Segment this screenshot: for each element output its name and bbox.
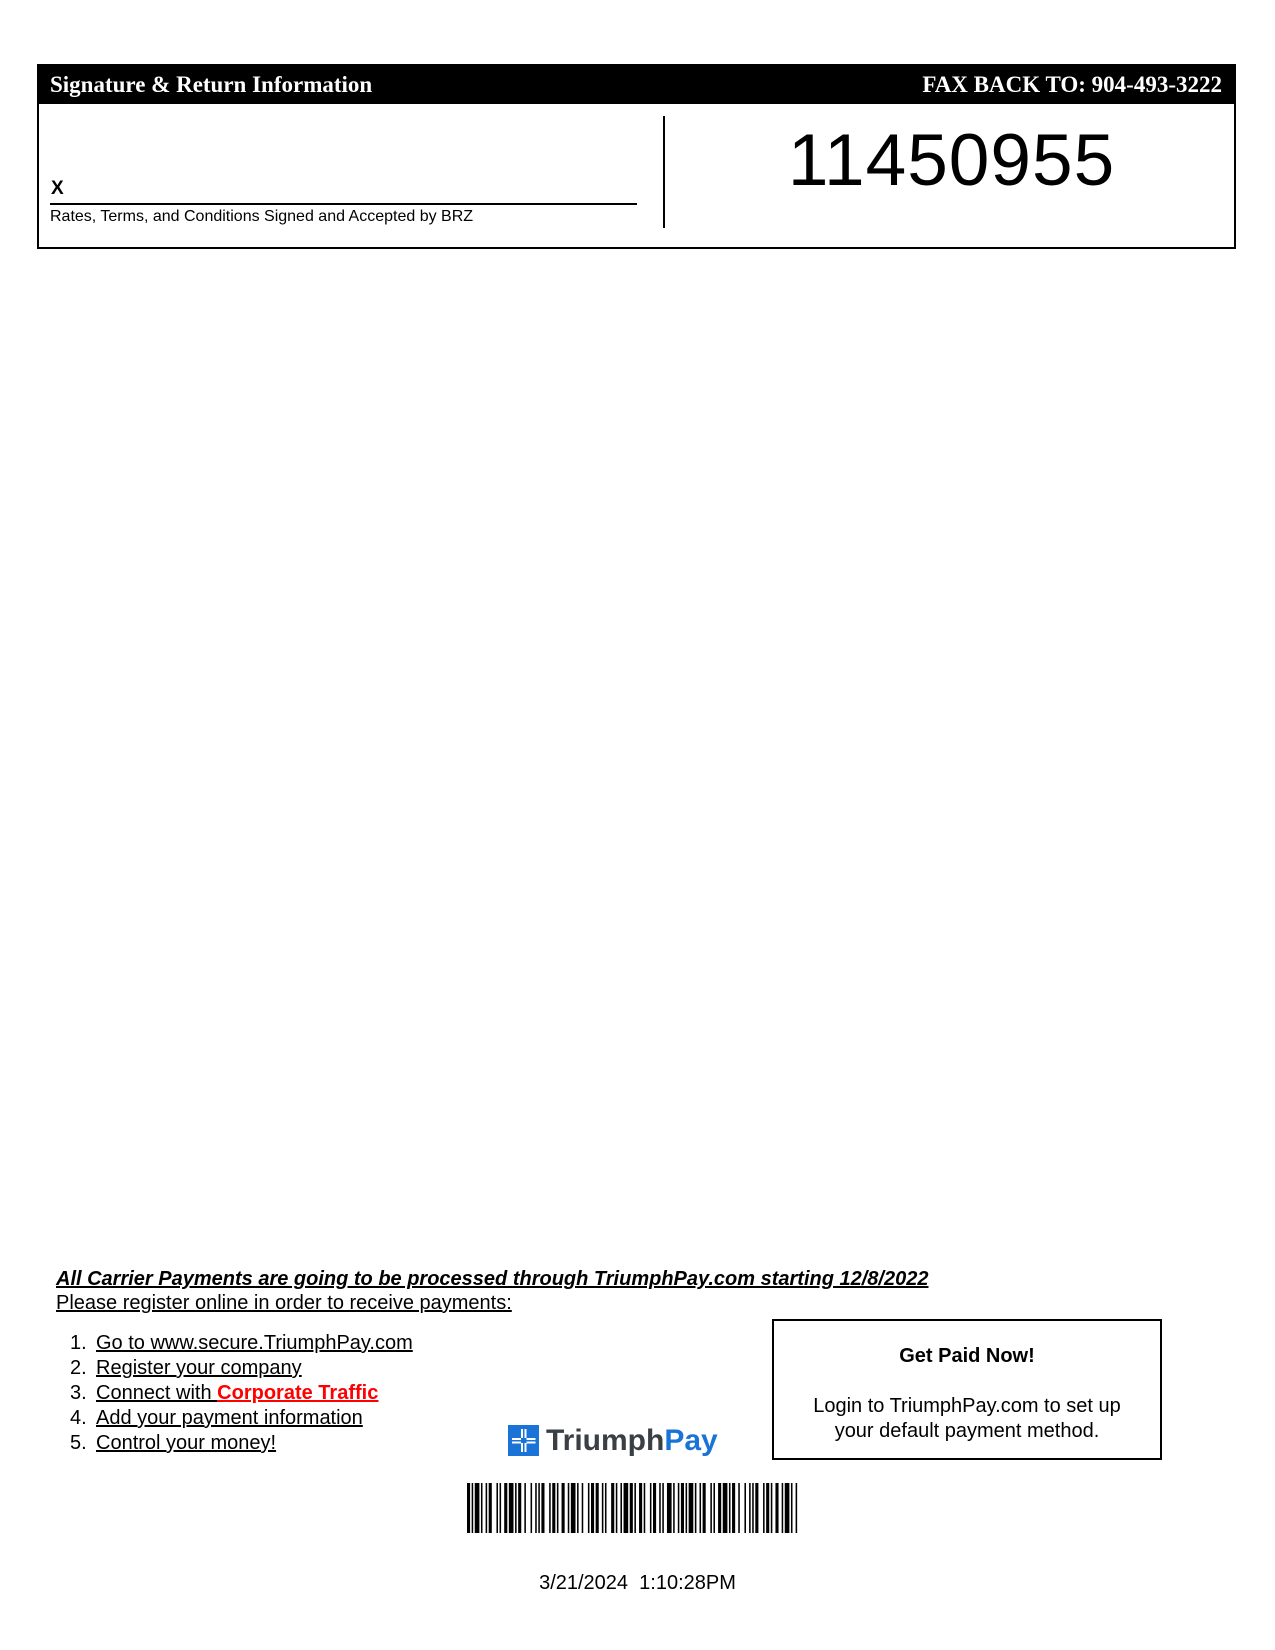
barcode-bar — [791, 1483, 793, 1533]
barcode-bar — [571, 1483, 576, 1533]
get-paid-now-line2: your default payment method. — [834, 1420, 1100, 1442]
signature-caption: Rates, Terms, and Conditions Signed and Accepted by BRZ — [50, 208, 474, 225]
barcode-bar — [695, 1483, 697, 1533]
barcode-bar — [713, 1483, 715, 1533]
get-paid-now-title: Get Paid Now! — [899, 1345, 1035, 1367]
triumphpay-wordmark — [546, 1424, 718, 1458]
barcode-bar — [755, 1483, 758, 1533]
barcode-bar — [467, 1483, 470, 1533]
step-link-go-to-site[interactable]: Go to www.secure.TriumphPay.com — [96, 1332, 413, 1354]
barcode-bar — [771, 1483, 773, 1533]
registration-step — [70, 1431, 413, 1456]
barcode-bar — [796, 1483, 798, 1533]
barcode-bar — [531, 1483, 533, 1533]
barcode-bar — [549, 1483, 551, 1533]
barcode-bar — [723, 1483, 728, 1533]
barcode-bar — [738, 1483, 740, 1533]
barcode-bar — [744, 1483, 746, 1533]
barcode-bar — [678, 1483, 680, 1533]
barcode-bar — [605, 1483, 607, 1533]
barcode-bar — [596, 1483, 599, 1533]
barcode-bar — [475, 1483, 480, 1533]
barcode-bar — [634, 1483, 636, 1533]
fax-back-label: FAX BACK TO: 904-493-3222 — [922, 72, 1222, 97]
print-timestamp: 3/21/2024 1:10:28PM — [539, 1572, 736, 1594]
barcode-bar — [686, 1483, 688, 1533]
barcode-bar — [472, 1483, 474, 1533]
barcode-bar — [611, 1483, 614, 1533]
barcode-bar — [535, 1483, 537, 1533]
step-number: 2. — [70, 1357, 87, 1379]
signature-header-bar — [39, 66, 1234, 104]
barcode-bar — [782, 1483, 784, 1533]
barcode-bar — [689, 1483, 694, 1533]
barcode-bar — [524, 1483, 526, 1533]
barcode-bar — [509, 1483, 514, 1533]
corporate-traffic-link[interactable]: Corporate Traffic — [217, 1382, 379, 1404]
barcode-bar — [557, 1483, 559, 1533]
barcode-bar — [538, 1483, 540, 1533]
barcode-bar — [630, 1483, 633, 1533]
barcode-bar — [749, 1483, 751, 1533]
barcode-bar — [568, 1483, 570, 1533]
barcode-bar — [541, 1483, 544, 1533]
order-number: 11450955 — [787, 120, 1116, 201]
barcode-bar — [644, 1483, 646, 1533]
step-connect-text: Connect with — [96, 1382, 218, 1404]
barcode-bar — [732, 1483, 735, 1533]
get-paid-now-box — [772, 1319, 1162, 1460]
barcode-bar — [486, 1483, 488, 1533]
barcode-icon — [467, 1483, 799, 1533]
barcode-bar — [729, 1483, 731, 1533]
signature-return-box — [37, 64, 1236, 249]
barcode-bar — [700, 1483, 702, 1533]
signature-divider — [663, 116, 665, 228]
barcode-bar — [703, 1483, 706, 1533]
step-number: 5. — [70, 1432, 87, 1454]
barcode-bar — [763, 1483, 765, 1533]
barcode-bar — [518, 1483, 521, 1533]
barcode-bar — [650, 1483, 652, 1533]
get-paid-now-line1: Login to TriumphPay.com to set up — [813, 1395, 1121, 1417]
registration-step — [70, 1356, 413, 1381]
step-link-register-company[interactable]: Register your company — [96, 1357, 302, 1379]
registration-step — [70, 1406, 413, 1431]
wordmark-triumph: Triumph — [546, 1424, 665, 1457]
barcode-bar — [681, 1483, 684, 1533]
registration-step — [70, 1381, 413, 1406]
step-number: 3. — [70, 1382, 87, 1404]
step-number: 4. — [70, 1407, 87, 1429]
step-number: 1. — [70, 1332, 87, 1354]
barcode-bar — [710, 1483, 712, 1533]
barcode-bar — [582, 1483, 584, 1533]
barcode-bar — [552, 1483, 555, 1533]
barcode-bar — [653, 1483, 656, 1533]
barcode-bar — [624, 1483, 629, 1533]
triumphpay-cross-icon — [508, 1425, 539, 1456]
barcode-bar — [667, 1483, 672, 1533]
get-paid-now-body — [774, 1394, 1160, 1444]
barcode-bar — [752, 1483, 754, 1533]
payment-notice-headline: All Carrier Payments are going to be processed through TriumphPay.com starting 12/8/2022 — [56, 1268, 929, 1290]
step-link-connect-with[interactable] — [96, 1382, 378, 1404]
barcode-bar — [766, 1483, 769, 1533]
payment-notice-subheadline: Please register online in order to receive payments: — [56, 1292, 512, 1314]
wordmark-pay: Pay — [664, 1424, 718, 1457]
barcode-bar — [659, 1483, 661, 1533]
step-link-add-payment-info[interactable]: Add your payment information — [96, 1407, 363, 1429]
barcode-bar — [577, 1483, 579, 1533]
registration-steps-list — [70, 1331, 413, 1456]
barcode-bar — [616, 1483, 618, 1533]
barcode-bar — [489, 1483, 492, 1533]
barcode-bar — [620, 1483, 622, 1533]
signature-header-title: Signature & Return Information — [50, 72, 373, 97]
barcode-bar — [591, 1483, 594, 1533]
barcode-bar — [785, 1483, 790, 1533]
barcode-bar — [562, 1483, 565, 1533]
signature-line[interactable] — [50, 203, 637, 205]
barcode-bar — [639, 1483, 642, 1533]
barcode-bar — [504, 1483, 507, 1533]
barcode-bar — [662, 1483, 664, 1533]
barcode-bar — [481, 1483, 483, 1533]
barcode-bar — [775, 1483, 778, 1533]
registration-step — [70, 1331, 413, 1356]
barcode-bar — [602, 1483, 604, 1533]
barcode-bar — [673, 1483, 675, 1533]
barcode-bar — [718, 1483, 721, 1533]
signature-mark: X — [51, 178, 64, 199]
barcode-bar — [515, 1483, 517, 1533]
barcode-bar — [500, 1483, 502, 1533]
barcode-bar — [496, 1483, 498, 1533]
barcode-bar — [588, 1483, 590, 1533]
step-link-control-money[interactable]: Control your money! — [96, 1432, 277, 1454]
